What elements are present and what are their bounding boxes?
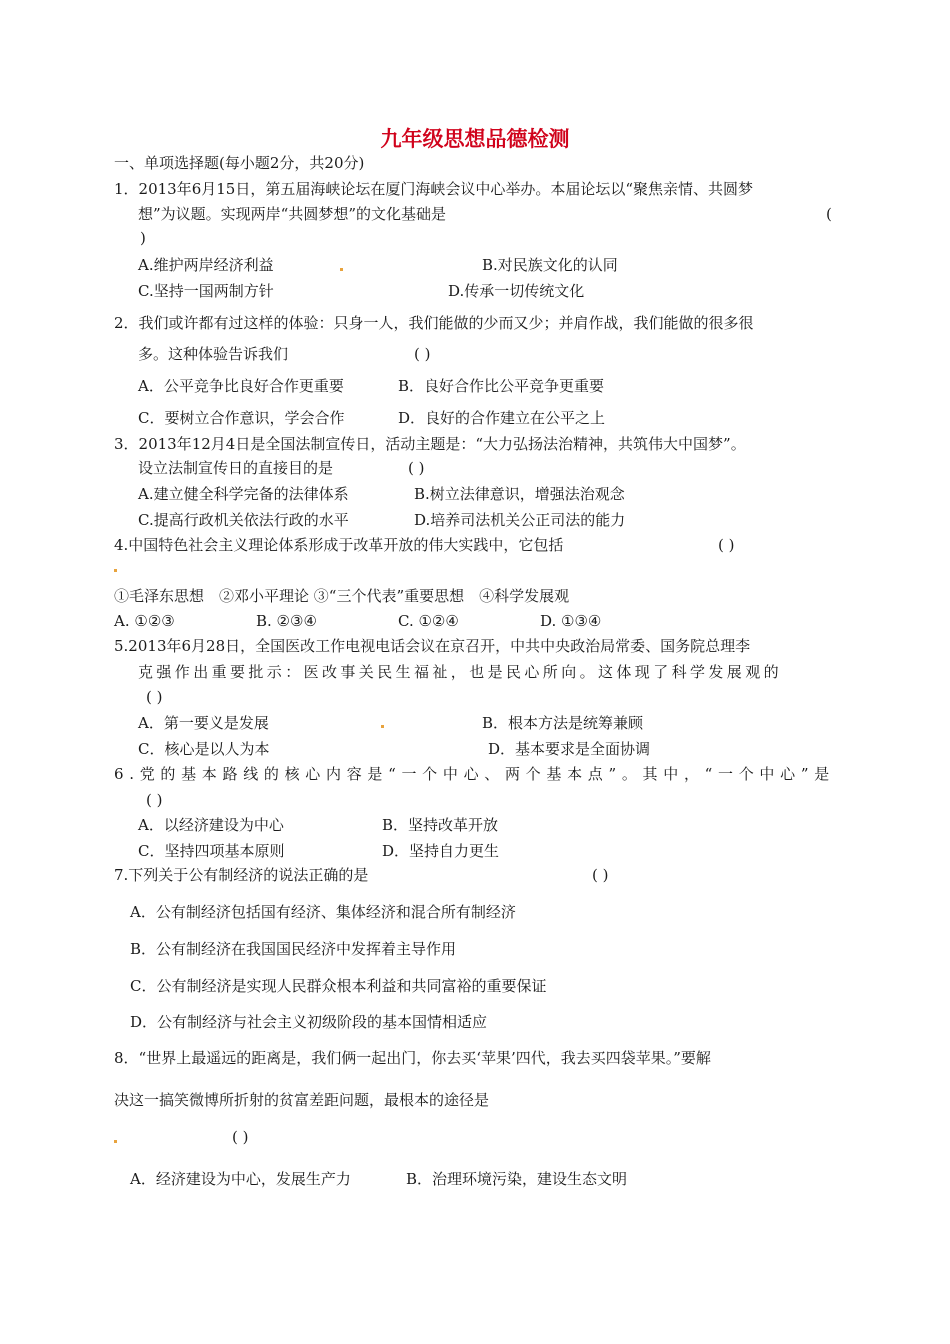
q5-option-c: C．核心是以人为本: [138, 740, 270, 758]
q5-answer-paren: ( ): [146, 688, 163, 706]
q4-items: ①毛泽东思想 ②邓小平理论 ③“三个代表”重要思想 ④科学发展观: [114, 587, 570, 605]
q2-option-a: A．公平竞争比良好合作更重要: [138, 377, 344, 395]
q1-answer-paren-close: ): [140, 229, 146, 247]
q2-stem-line1: 2．我们或许都有过这样的体验：只身一人，我们能做的少而又少；并肩作战，我们能做的很多很: [114, 314, 754, 332]
q3-option-a: A.建立健全科学完备的法律体系: [138, 485, 349, 503]
q8-stem-line2: 决这一搞笑微博所折射的贫富差距问题，最根本的途径是: [114, 1091, 490, 1109]
section-heading: 一、单项选择题(每小题2分，共20分): [114, 154, 365, 172]
q2-option-d: D．良好的合作建立在公平之上: [398, 409, 606, 427]
q1-stem-line2: 想”为议题。实现两岸“共圆梦想”的文化基础是: [138, 205, 447, 223]
q4-option-d: D. ①③④: [540, 612, 602, 630]
q1-stem-line1: 1．2013年6月15日，第五届海峡论坛在厦门海峡会议中心举办。本届论坛以“聚焦亲情、共圆梦: [114, 180, 754, 198]
q2-option-b: B．良好合作比公平竞争更重要: [398, 377, 605, 395]
stray-mark: [340, 268, 343, 271]
q8-option-a: A．经济建设为中心，发展生产力: [130, 1170, 351, 1188]
q1-option-d: D.传承一切传统文化: [448, 282, 585, 300]
q5-stem-line2: 克强作出重要批示：医改事关民生福祉，也是民心所向。这体现了科学发展观的: [138, 663, 783, 681]
q5-option-d: D．基本要求是全面协调: [488, 740, 651, 758]
q8-answer-paren: ( ): [232, 1128, 249, 1146]
q4-option-b: B. ②③④: [256, 612, 317, 630]
q8-stem-line1: 8．“世界上最遥远的距离是，我们俩一起出门，你去买‘苹果’四代，我去买四袋苹果。”要解: [114, 1049, 711, 1067]
q4-answer-paren: ( ): [718, 536, 735, 554]
q5-option-b: B．根本方法是统筹兼顾: [482, 714, 644, 732]
stray-mark: [114, 1140, 117, 1143]
q2-stem-line2: 多。这种体验告诉我们: [138, 345, 289, 363]
q4-option-c: C. ①②④: [398, 612, 459, 630]
q6-option-a: A．以经济建设为中心: [138, 816, 284, 834]
q1-option-b: B.对民族文化的认同: [482, 256, 618, 274]
q3-answer-paren: ( ): [408, 459, 425, 477]
q6-option-b: B．坚持改革开放: [382, 816, 499, 834]
q3-option-c: C.提高行政机关依法行政的水平: [138, 511, 349, 529]
q1-option-c: C.坚持一国两制方针: [138, 282, 274, 300]
q3-option-b: B.树立法律意识，增强法治观念: [414, 485, 625, 503]
q5-stem-line1: 5.2013年6月28日，全国医改工作电视电话会议在京召开，中共中央政治局常委、国务院总理李: [114, 637, 751, 655]
q7-option-b: B．公有制经济在我国国民经济中发挥着主导作用: [130, 940, 457, 958]
q7-answer-paren: ( ): [592, 866, 609, 884]
q4-stem-line1: 4.中国特色社会主义理论体系形成于改革开放的伟大实践中，它包括: [114, 536, 564, 554]
q6-stem-line1: 6.党的基本路线的核心内容是“一个中心、两个基本点”。其中，“一个中心”是: [114, 765, 835, 783]
q2-answer-paren: ( ): [414, 345, 431, 363]
q2-option-c: C．要树立合作意识，学会合作: [138, 409, 345, 427]
q8-option-b: B．治理环境污染，建设生态文明: [406, 1170, 628, 1188]
q3-stem-line2: 设立法制宣传日的直接目的是: [138, 459, 334, 477]
q7-option-c: C．公有制经济是实现人民群众根本利益和共同富裕的重要保证: [130, 977, 547, 995]
q7-option-a: A．公有制经济包括国有经济、集体经济和混合所有制经济: [130, 903, 516, 921]
page-title: 九年级思想品德检测: [380, 127, 570, 151]
q7-option-d: D．公有制经济与社会主义初级阶段的基本国情相适应: [130, 1013, 488, 1031]
q3-stem-line1: 3．2013年12月4日是全国法制宣传日，活动主题是：“大力弘扬法治精神，共筑伟大中国梦”。: [114, 435, 746, 453]
q7-stem-line1: 7.下列关于公有制经济的说法正确的是: [114, 866, 369, 884]
q5-option-a: A．第一要义是发展: [138, 714, 269, 732]
q1-answer-paren-open: (: [826, 205, 832, 223]
stray-mark: [381, 725, 384, 728]
stray-mark: [114, 569, 117, 572]
q3-option-d: D.培养司法机关公正司法的能力: [414, 511, 626, 529]
q4-option-a: A. ①②③: [114, 612, 175, 630]
q6-answer-paren: ( ): [146, 791, 163, 809]
q6-option-c: C．坚持四项基本原则: [138, 842, 285, 860]
q6-option-d: D．坚持自力更生: [382, 842, 500, 860]
q1-option-a: A.维护两岸经济利益: [138, 256, 274, 274]
